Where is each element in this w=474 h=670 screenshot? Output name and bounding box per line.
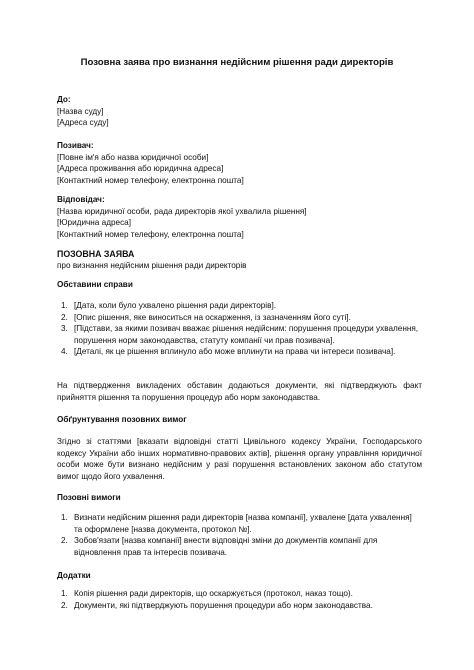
list-number: 2.: [61, 600, 68, 610]
list-item: [57, 312, 422, 324]
grounds-paragraph-block: [57, 436, 422, 482]
defendant-block: [57, 194, 422, 240]
plaintiff-contacts: [Контактний номер телефону, електронна пошта]: [57, 175, 244, 185]
grounds-paragraph: Згідно зі статтями [вказати відповідні статті Цивільного кодексу України, Господарського кодексу України або інших нормативно-правових актів], рішення органу управління юридичної особи може бути визнано недійсним у разі порушення встановлених законом або статутом вимог щодо його ухвалення.: [57, 437, 422, 481]
attachments-list: [57, 588, 422, 611]
list-text: Визнати недійсним рішення ради директорів [назва компанії], ухвалене [дата ухвалення] та оформлене [назва документа, протокол №].: [74, 513, 412, 534]
list-text: Зобов'язати [назва компанії] внести відповідні зміни до документів компанії для відновлення прав та інтересів позивача.: [74, 536, 378, 557]
list-item: [57, 535, 422, 558]
list-text: Документи, які підтверджують порушення процедури або норм законодавства.: [74, 600, 373, 610]
facts-paragraph-block: [57, 380, 422, 403]
list-text: Копія рішення ради директорів, що оскаржується (протокол, наказ тощо).: [74, 589, 353, 598]
document-title: Позовна заява про визнання недійсним рішення ради директорів: [80, 57, 394, 68]
list-item: [57, 300, 422, 312]
list-item: [57, 600, 422, 612]
list-number: 1.: [61, 513, 68, 522]
facts-list: [57, 300, 422, 358]
list-number: 1.: [61, 589, 68, 598]
court-block: [57, 94, 422, 129]
plaintiff-name: [Повне ім'я або назва юридичної особи]: [57, 152, 209, 162]
claim-subtitle: про визнання недійсним рішення ради директорів: [57, 261, 247, 270]
facts-list-block: [57, 300, 422, 358]
plaintiff-heading: Позивач:: [57, 141, 94, 150]
list-number: 4.: [61, 347, 68, 356]
list-item: [57, 346, 422, 358]
court-name: [Назва суду]: [57, 106, 104, 116]
defendant-name: [Назва юридичної особи, рада директорів якої ухвалила рішення]: [57, 206, 307, 216]
grounds-heading: Обґрунтування позовних вимог: [57, 415, 187, 424]
defendant-heading: Відповідач:: [57, 195, 105, 204]
list-item: [57, 323, 422, 346]
defendant-contacts: [Контактний номер телефону, електронна пошта]: [57, 229, 244, 239]
list-text: [Дата, коли було ухвалено рішення ради директорів].: [74, 301, 277, 310]
grounds-heading-block: [57, 414, 422, 426]
facts-paragraph: На підтвердження викладених обставин додаються документи, які підтверджують факт прийняття рішення та порушення процедур або норм законодавства.: [57, 381, 422, 402]
demands-heading-block: [57, 492, 422, 504]
list-number: 2.: [61, 312, 68, 322]
attachments-heading: Додатки: [57, 571, 91, 580]
list-item: [57, 588, 422, 600]
list-text: [Деталі, як це рішення вплинуло або може вплинути на права чи інтереси позивача].: [74, 347, 396, 356]
demands-list: [57, 512, 422, 558]
demands-heading: Позовні вимоги: [57, 493, 121, 502]
defendant-address: [Юридична адреса]: [57, 218, 131, 227]
list-number: 2.: [61, 536, 68, 545]
list-item: [57, 512, 422, 535]
list-text: [Підстави, за якими позивач вважає рішення недійсним: порушення процедури ухвалення, порушення норм законодавства, статуту компанії чи прав позивача].: [74, 324, 419, 345]
facts-heading-block: [57, 279, 422, 291]
list-number: 1.: [61, 301, 68, 310]
court-address: [Адреса суду]: [57, 118, 109, 127]
attachments-heading-block: [57, 570, 422, 582]
claim-block: [57, 248, 422, 272]
facts-heading: Обставини справи: [57, 280, 133, 289]
list-number: 3.: [61, 324, 68, 333]
plaintiff-block: [57, 140, 422, 186]
plaintiff-address: [Адреса проживання або юридична адреса]: [57, 164, 224, 173]
attachments-list-block: [57, 588, 422, 611]
list-text: [Опис рішення, яке виноситься на оскарження, із зазначенням його суті].: [74, 312, 351, 322]
claim-heading: ПОЗОВНА ЗАЯВА: [57, 249, 135, 259]
court-heading: До:: [57, 95, 71, 104]
demands-list-block: [57, 512, 422, 558]
